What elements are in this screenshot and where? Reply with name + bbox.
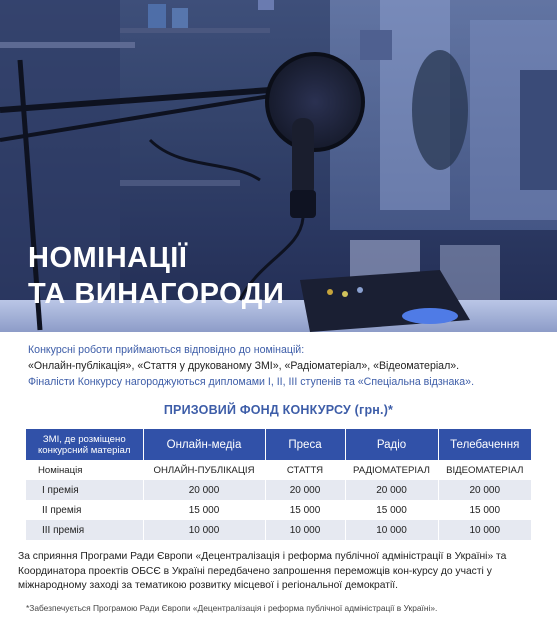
table-cell: 20 000 <box>438 480 531 500</box>
table-cell: 10 000 <box>345 520 438 540</box>
table-cell: 20 000 <box>265 480 345 500</box>
table-cell: 20 000 <box>143 480 265 500</box>
table-cell: 15 000 <box>438 500 531 520</box>
row-label: ІІ премія <box>26 500 143 520</box>
title-line-2: ТА ВИНАГОРОДИ <box>28 278 285 310</box>
header-online-media: Онлайн-медіа <box>143 429 265 460</box>
table-header-row <box>26 429 531 460</box>
footnote: *Забезпечується Програмою Ради Європи «Децентралізація і реформа публічної адміністрації в Україні». <box>26 603 438 613</box>
table-cell: 15 000 <box>345 500 438 520</box>
table-cell: 15 000 <box>265 500 345 520</box>
table-cell: 10 000 <box>265 520 345 540</box>
table-row-first-prize <box>26 480 531 500</box>
header-television: Телебачення <box>438 429 531 460</box>
page-title <box>28 240 284 312</box>
intro-line-2: «Онлайн-публікація», «Стаття у друкованому ЗМІ», «Радіоматеріал», «Відеоматеріал». <box>28 360 460 372</box>
prize-fund-title: ПРИЗОВИЙ ФОНД КОНКУРСУ (грн.)* <box>163 403 394 417</box>
table-cell: 10 000 <box>143 520 265 540</box>
table-cell: РАДІОМАТЕРІАЛ <box>345 460 438 480</box>
row-label: І премія <box>26 480 143 500</box>
table-cell: СТАТТЯ <box>265 460 345 480</box>
header-press: Преса <box>265 429 345 460</box>
table-row-second-prize <box>26 500 531 520</box>
table-cell: ВІДЕОМАТЕРІАЛ <box>438 460 531 480</box>
header-media-type: ЗМІ, де розміщено конкурсний матеріал <box>26 429 143 460</box>
table-row-third-prize <box>26 520 531 540</box>
prize-table <box>26 429 531 540</box>
title-line-1: НОМІНАЦІЇ <box>28 242 188 274</box>
row-label: ІІІ премія <box>26 520 143 540</box>
intro-line-1: Конкурсні роботи приймаються відповідно до номінацій: <box>28 344 305 356</box>
table-cell: 20 000 <box>345 480 438 500</box>
header-radio: Радіо <box>345 429 438 460</box>
table-cell: 15 000 <box>143 500 265 520</box>
table-row-nomination <box>26 460 531 480</box>
table-cell: ОНЛАЙН-ПУБЛІКАЦІЯ <box>143 460 265 480</box>
row-label: Номінація <box>26 460 143 480</box>
intro-line-3: Фіналісти Конкурсу нагороджуються дипломами І, ІІ, ІІІ ступенів та «Спеціальна відзнака». <box>28 376 475 388</box>
intro-text <box>28 342 538 390</box>
support-note: За сприяння Програми Ради Європи «Децентралізація і реформа публічної адміністрації в Україні» та Координатора проектів ОБСЄ в Україні передбачено запрошення переможців кон-курсу до участі у міжнародному заході за тематикою розвитку місцевої і регіональної демократії. <box>18 551 507 591</box>
table-cell: 10 000 <box>438 520 531 540</box>
